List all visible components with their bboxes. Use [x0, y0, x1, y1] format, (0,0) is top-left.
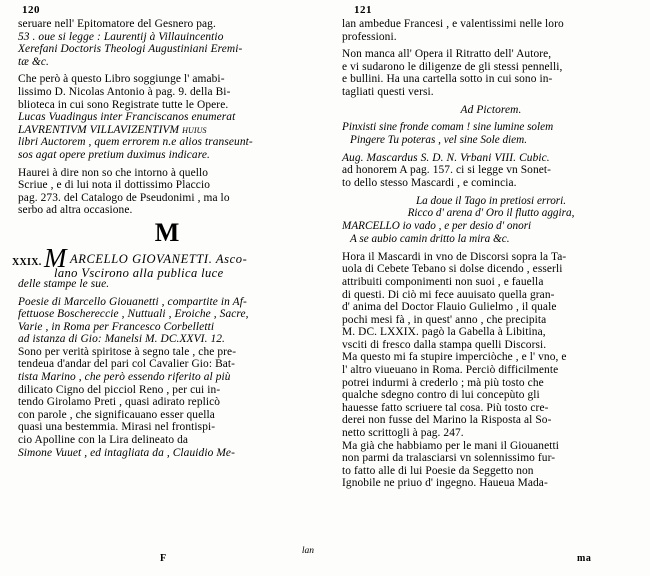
body-line: netto scrittogli à pag. 247.: [342, 427, 464, 440]
body-line: to fatto alle di lui Poesie da Seggetto non: [342, 464, 534, 477]
body-line: [18, 31, 316, 44]
body-line: lissimo D. Nicolas Antonio à pag. 9. della Bi-: [18, 85, 231, 98]
folio-number-left: 120: [22, 4, 40, 16]
work-entry-line: Varie , in Roma per Francesco Corbelletti: [18, 320, 215, 333]
body-line: di questi. Di ciò mi fece auuisato quella gran-: [342, 288, 555, 301]
verse-heading: Ad Pictorem.: [460, 103, 522, 116]
body-line: Ma questo mi fa stupire imperciòche , e l' vno, e: [342, 351, 567, 364]
folio-row: [10, 4, 640, 18]
verse-line: Pingere Tu poteras , vel sine Sole diem.: [350, 133, 527, 146]
body-line: sos agat opere pretium duximus indicare.: [18, 148, 210, 161]
verse-line: La doue il Tago in pretiosi errori.: [415, 194, 567, 207]
section-heading-line1: ARCELLO GIOVANETTI. Asco-: [70, 251, 248, 266]
body-line: vsciti di fresco dalla stampa quelli Discorsi.: [342, 338, 547, 351]
body-line-italic: 53 . oue si legge : Laurentij à Villauincentio: [18, 30, 224, 43]
body-line: Lucas Vuadingus inter Franciscanos enumerat: [18, 111, 236, 124]
verse-line: A se aubio camin dritto la mira &c.: [350, 232, 510, 245]
body-line: professioni.: [342, 30, 397, 43]
right-column: [332, 18, 640, 566]
verse-line: Ricco d' arena d' Oro il flutto aggira,: [407, 207, 575, 220]
body-line: blioteca in cui sono Registrate tutte le Opere.: [18, 98, 229, 111]
body-line: Simone Vuuet , ed intagliata da , Clauidio Me-: [18, 446, 235, 459]
body-line: tendo Girolamo Preti , quasi adirato replicò: [18, 396, 221, 409]
body-line: d' anima del Doctor Flauio Gulielmo , il quale: [342, 301, 557, 314]
body-line: Che però à questo Libro soggiunge l' amabi-: [18, 73, 225, 86]
body-line: con parole , che significauano esser quella: [18, 408, 215, 421]
body-line: lan ambedue Francesi , e valentissimi nelle loro: [342, 18, 564, 30]
verse-line: MARCELLO io vado , e per desio d' onori: [342, 220, 532, 233]
body-line: non parmi da tralasciarsi vn solennissimo fur-: [342, 452, 556, 465]
body-line: hauesse fatto scriuere tal cosa. Più tosto cre-: [342, 401, 549, 414]
work-entry-line: ad istanza di Gio: Manelsi M. DC.XXVI. 12.: [18, 333, 226, 346]
body-line: tæ &c.: [18, 55, 49, 68]
left-column: [10, 18, 316, 566]
body-line-tail: lan: [301, 546, 314, 556]
body-line: libri Auctorem , quem errorem n.e alios transeunt-: [18, 136, 253, 149]
body-line: derei non fusse del Marino la Risposta al So-: [342, 414, 552, 427]
section-number: XXIX.: [12, 256, 42, 268]
catchword: ma: [577, 553, 592, 564]
section-initial-letter: M: [154, 217, 180, 247]
section-heading: [12, 242, 316, 280]
body-line: seruare nell' Epitomatore del Gesnero pag.: [18, 18, 216, 30]
folio-number-right: 121: [354, 4, 372, 16]
body-line: pag. 273. del Catalogo de Pseudonimi , ma lo: [18, 191, 230, 204]
work-title: Poesie di Marcello Giouanetti , compartite in Af-: [18, 295, 247, 308]
body-line: quasi una bestemmia. Mirasi nel frontispi-: [18, 421, 216, 434]
body-line: e bullini. Ha una cartella sotto in cui sono in-: [342, 73, 553, 86]
work-entry-line: fettuose Boschereccie , Nuttuali , Eroiche , Sacre,: [18, 308, 249, 321]
body-line: cio Apolline con la Lira delineato da: [18, 434, 189, 447]
body-line: ad honorem A pag. 157. ci si legge vn Sonet-: [342, 164, 552, 177]
section-dropcap: M: [44, 242, 67, 273]
catchword: F: [160, 553, 167, 564]
body-line: Ma già che habbiamo per le mani il Giouanetti: [342, 439, 560, 452]
body-line: tagliati questi versi.: [342, 85, 434, 98]
body-line: Xerefani Doctoris Theologi Augustiniani Eremi-: [18, 43, 243, 56]
body-line: to dello stesso Mascardi , e comincia.: [342, 176, 517, 189]
body-line: e vi sudarono le diligenze de gli stessi pennelli,: [342, 60, 563, 73]
body-line: Sono per verità spiritose à segno tale , che pre-: [18, 345, 237, 358]
verse-line: Pinxisti sine fronde comam ! sine lumine solem: [342, 121, 554, 134]
body-line: uola di Cebete Tebano si dolse dicendo , esserli: [342, 263, 563, 276]
body-line: M. DC. LXXIX. pagò la Gabella à Libitina,: [342, 326, 546, 339]
body-line: attribuiti componimenti non suoi , e fauella: [342, 275, 544, 288]
body-line: Non manca all' Opera il Ritratto dell' Autore,: [342, 48, 552, 61]
body-line: Ignobile ne priuo d' ingegno. Haueua Mada-: [342, 477, 548, 490]
section-heading-line3: delle stampe le sue.: [18, 277, 110, 290]
body-line: potrei indurmi à crederlo ; mà più tosto che: [342, 376, 544, 389]
body-line: serbo ad altra occasione.: [18, 204, 133, 217]
body-line: tendeua d'andar del pari col Cavalier Gio: Bat-: [18, 358, 236, 371]
body-line: Scriue , e di lui nota il dottissimo Placcio: [18, 179, 211, 192]
body-line: Hora il Mascardi in vno de Discorsi sopra la Ta-: [342, 250, 567, 263]
body-line: LAVRENTIVM VILLAVIZENTIVM huius: [18, 123, 207, 136]
body-line: qualche sdegno contro di lui concepùto gli: [342, 389, 540, 402]
body-line: Aug. Mascardus S. D. N. Vrbani VIII. Cubic.: [342, 151, 550, 164]
work-entry-line: [18, 296, 316, 309]
body-line: dilicato Cigno del picciol Reno , per cui in-: [18, 383, 221, 396]
body-line: tista Marino , che però essendo riferito al più: [18, 371, 231, 384]
two-column-body: [10, 18, 640, 566]
section-heading-line2: lano Vscirono alla publica luce: [54, 265, 224, 280]
body-line: l' altro viueuano in Roma. Perciò difficilmente: [342, 364, 559, 377]
body-line: pochi mesi fà , in quest' anno , che precipita: [342, 313, 547, 326]
body-line: Haurei à dire non so che intorno à quello: [18, 166, 209, 179]
